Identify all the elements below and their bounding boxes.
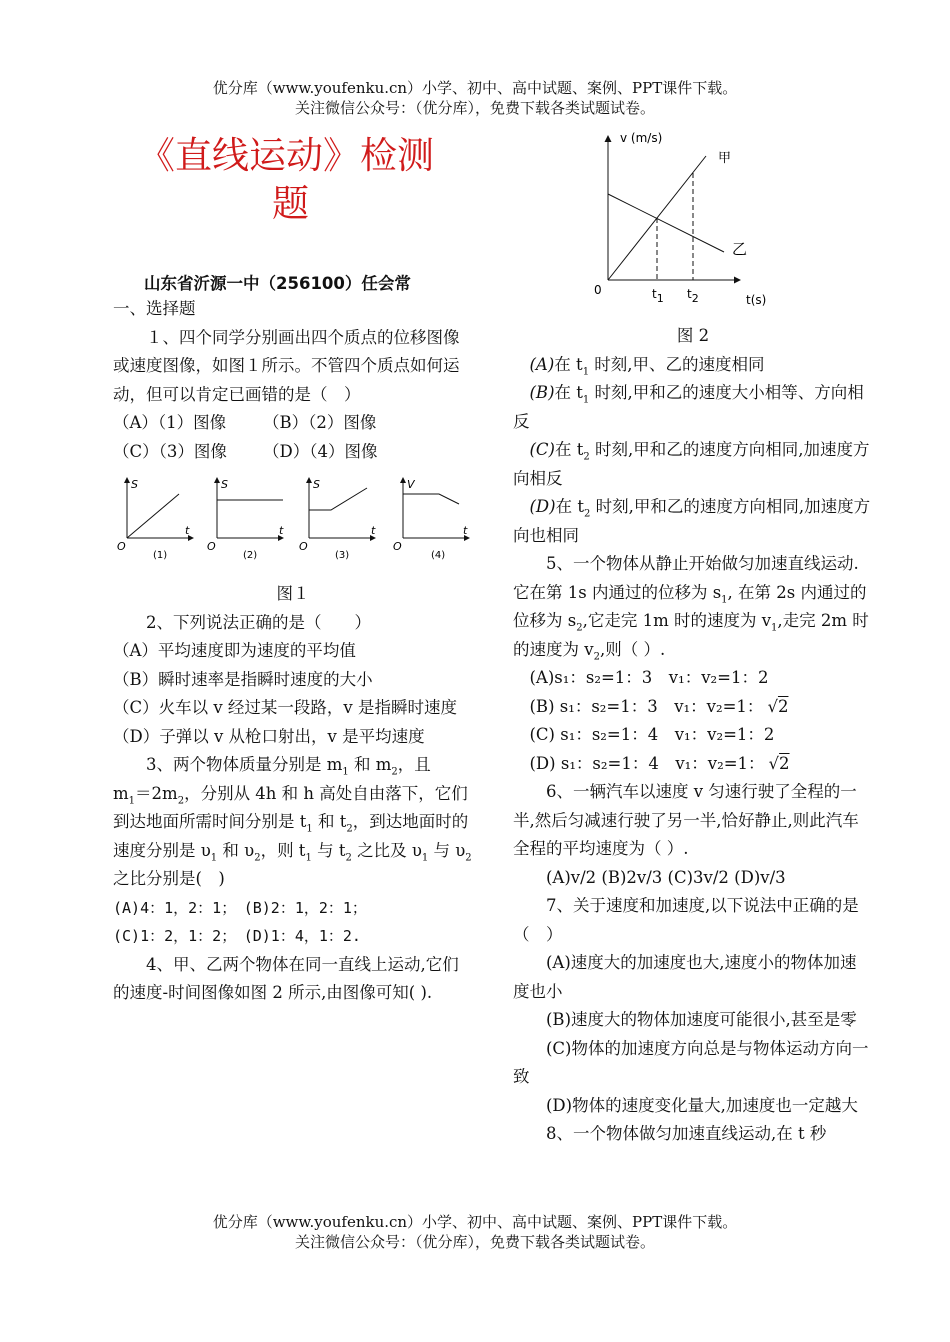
q3-options-row-2: (C)1：2，1：2； (D)1：4，1：2. [113, 927, 361, 945]
q3-text: ，分别从 4h 和 h 高处自由落下，它们到达地面所需时间分别是 t [113, 783, 468, 831]
fig2-label-yi: 乙 [732, 240, 748, 258]
q3-text: 和 t [312, 812, 347, 831]
q3-text: 3、两个物体质量分别是 m [146, 755, 343, 774]
fig1-p3-caption: (3) [335, 550, 350, 561]
q5-option-b [513, 693, 873, 722]
q7-option-b: (B)速度大的物体加速度可能很小,甚至是零 [546, 1010, 857, 1029]
q4-option-a: (A)在 $t_1$ 时刻,甲、乙的速度相同 [529, 354, 765, 377]
q3-text: m [113, 783, 129, 803]
fig1-p1-origin: O [117, 540, 126, 553]
fig2-t1-text: t [652, 287, 657, 301]
fig2-origin: 0 [594, 283, 602, 297]
q3-text: 与 t [311, 840, 346, 860]
q4-b-text: 时刻,甲和乙的速度大小相等、方向相反 [513, 383, 864, 431]
q3-text: 之比分别是( ) [113, 869, 225, 888]
fig1-p2-ylabel: S [221, 478, 228, 491]
fig2-ylabel: v (m/s) [620, 131, 663, 145]
left-column [113, 295, 473, 1008]
q6-stem: 6、一辆汽车以速度 v 匀速行驶了全程的一半,然后匀减速行驶了另一半,恰好静止,则此汽车全程的平均速度为（ ）. [513, 782, 859, 858]
q4-c-letter: (C) [529, 440, 555, 459]
fig1-p2-tlabel: t [279, 524, 284, 537]
sqrt-icon: √2 [767, 696, 789, 716]
right-column [513, 322, 873, 1149]
q4-b-letter: (B) [529, 383, 555, 402]
sqrt-icon: √2 [768, 753, 790, 773]
fig2-t1-label [652, 287, 664, 305]
q5-option-c: (C) s₁：s₂=1：4 v₁：v₂=1：2 [529, 725, 775, 744]
q3-stem: 3、两个物体质量分别是 $m_1$ 和 $m_2$，且 $m_1=2m_2$，分别从 4h 和 h 高处自由落下，它们到达地面所需时间分别是 $t_1$ 和 $t_2$，到达地面时的速度分别是 $\upsilon_1$ 和 $\upsilon_2$，则 $t_1$ 与 $t_2$ 之比及 $\upsilon_1$ 与 $\upsilon_2$ 之比分别是( ) [113, 755, 472, 888]
q3-options-row-1: (A)4：1，2：1； (B)2：1，2：1； [113, 898, 367, 917]
figure-2 [588, 126, 788, 316]
q8-stem: 8、一个物体做匀加速直线运动,在 t 秒 [546, 1124, 827, 1143]
fig2-line-yi [608, 194, 724, 252]
sqrt-value: 2 [777, 696, 789, 716]
q4-option-c: (C)在 $t_2$ 时刻,甲和乙的速度方向相同,加速度方向相反 [513, 440, 870, 488]
q4-c-text: 在 t [555, 440, 584, 459]
fig1-p2-origin: O [207, 540, 216, 553]
fig1-p3-tlabel: t [371, 524, 376, 537]
figure-2-caption: 图 2 [676, 326, 710, 345]
q1-option-a: （A）（1）图像 [113, 413, 227, 432]
fig1-p4-caption: (4) [431, 550, 446, 561]
fig1-panel-2 [207, 478, 284, 561]
q3-text: ，则 t [260, 840, 306, 860]
sqrt-value: 2 [779, 753, 790, 773]
fig2-t1-sub: 1 [656, 292, 664, 305]
q3-text: 和 m [348, 755, 392, 774]
q4-c-text: 时刻,甲和乙的速度方向相同,加速度方向相反 [513, 440, 870, 488]
q2-option-b: （B）瞬时速率是指瞬时速度的大小 [113, 669, 373, 689]
fig2-t2-sub: 2 [691, 292, 699, 305]
q7-option-d: (D)物体的速度变化量大,加速度也一定越大 [546, 1095, 858, 1115]
q6-options: (A)v/2 (B)2v/3 (C)3v/2 (D)v/3 [546, 867, 786, 887]
title-line-2: 题 [272, 182, 309, 225]
fig2-xlabel: t(s) [746, 293, 767, 307]
q4-option-b: (B)在 $t_1$ 时刻,甲和乙的速度大小相等、方向相反 [513, 383, 864, 431]
q5-option-a: (A)s₁：s₂=1：3 v₁：v₂=1：2 [529, 668, 769, 687]
q7-stem: 7、关于速度和加速度,以下说法中正确的是（ ） [513, 896, 859, 944]
q5-stem: 5、一个物体从静止开始做匀加速直线运动.它在第 1s 内通过的位移为 $s_1$, 在第 2s 内通过的位移为 $s_2$,它走完 1m 时的速度为 $v_1$,走完 2m 时的速度为 $v_2$,则（ ）. [513, 554, 869, 662]
header-line-1: 优分库（www.youfenku.cn）小学、初中、高中试题、案例、PPT课件下载。 [212, 79, 738, 97]
fig2-t2-text: t [687, 287, 692, 301]
title-line-1: 《直线运动》检测 [138, 134, 434, 177]
q3-text: 与 υ [428, 840, 466, 860]
q3-text: 之比及 υ [351, 840, 422, 860]
q1-option-c: （C）（3）图像 [113, 441, 227, 461]
q5-text: ,走完 2m 时的速度为 v [513, 611, 869, 659]
header-line-2: 关注微信公众号：（优分库），免费下载各类试题试卷。 [294, 99, 655, 117]
q3-text: ，到达地面时的速度分别是 υ [113, 812, 469, 860]
q7-option-c: (C)物体的加速度方向总是与物体运动方向一致 [513, 1038, 869, 1086]
q1-options-row-2 [113, 438, 473, 467]
q5-text: ,它走完 1m 时的速度为 v [582, 611, 772, 630]
q5-text: ,则（ ）. [599, 639, 666, 659]
q5-text: 5、一个物体从静止开始做匀加速直线运动.它在第 1s 内通过的位移为 s [513, 554, 859, 602]
q2-option-c: （C）火车以 v 经过某一段路，v 是指瞬时速度 [113, 698, 458, 717]
fig1-p4-ylabel: V [407, 478, 415, 491]
q3-text: ＝2m [135, 783, 178, 803]
footer-line-1: 优分库（www.youfenku.cn）小学、初中、高中试题、案例、PPT课件下载。 [212, 1213, 738, 1231]
q4-option-d: (D)在 $t_2$ 时刻,甲和乙的速度方向相同,加速度方向也相同 [513, 497, 871, 545]
fig1-p3-origin: O [299, 540, 308, 553]
page-header [0, 78, 950, 118]
q1-options-row-1 [113, 409, 473, 438]
q3-text: 和 υ [217, 840, 255, 860]
fig1-p4-origin: O [393, 540, 402, 553]
q4-d-text: 在 t [555, 497, 584, 516]
fig1-p1-caption: (1) [153, 550, 168, 561]
q5-d-text: (D) s₁：s₂=1：4 v₁：v₂=1： [529, 753, 765, 773]
author-line: 山东省沂源一中（256100）任会常 [144, 274, 411, 293]
q5-text: , 在第 2s 内通过的位移为 s [513, 582, 867, 630]
q1-option-b: （B）（2）图像 [263, 413, 377, 432]
q4-a-text: 在 t [554, 354, 583, 374]
q2-stem: 2、下列说法正确的是（ ） [146, 612, 371, 632]
page-footer [0, 1212, 950, 1252]
q4-d-text: 时刻,甲和乙的速度方向相同,加速度方向也相同 [513, 497, 871, 545]
q2-option-d: （D）子弹以 v 从枪口射出，v 是平均速度 [113, 726, 425, 746]
q2-option-a: （A）平均速度即为速度的平均值 [113, 641, 356, 660]
footer-line-2: 关注微信公众号：（优分库），免费下载各类试题试卷。 [294, 1233, 655, 1251]
fig1-p2-caption: (2) [243, 550, 258, 561]
q4-d-letter: (D) [529, 497, 556, 516]
q4-stem: 4、甲、乙两个物体在同一直线上运动,它们的速度-时间图像如图 2 所示,由图像可知( ). [113, 954, 459, 1002]
q7-option-a: (A)速度大的加速度也大,速度小的物体加速度也小 [513, 953, 857, 1001]
fig1-panel-4 [393, 478, 469, 561]
q1-stem: １、四个同学分别画出四个质点的位移图像或速度图像，如图１所示。不管四个质点如何运动，但可以肯定已画错的是（ ） [113, 327, 460, 404]
q3-text: ，且 [397, 755, 431, 774]
figure-1 [113, 472, 473, 572]
document-title [138, 132, 468, 228]
q5-b-text: (B) s₁：s₂=1：3 v₁：v₂=1： [529, 696, 764, 716]
q4-a-text: 时刻,甲、乙的速度相同 [589, 354, 765, 374]
q4-a-letter: (A) [529, 354, 555, 374]
section-heading: 一、选择题 [113, 299, 196, 318]
q5-option-d [513, 750, 873, 779]
q1-option-d: （D）（4）图像 [263, 441, 378, 461]
fig1-p1-tlabel: t [185, 524, 190, 537]
fig2-t2-label [687, 287, 699, 305]
fig1-p1-ylabel: S [131, 478, 138, 491]
fig2-label-jia: 甲 [718, 151, 732, 166]
fig1-panel-3 [299, 478, 376, 561]
fig1-panel-1 [117, 478, 193, 561]
fig1-p4-tlabel: t [463, 524, 468, 537]
fig1-p3-ylabel: S [313, 478, 320, 491]
q4-b-text: 在 t [554, 383, 583, 402]
figure-1-caption: 图１ [276, 584, 310, 603]
